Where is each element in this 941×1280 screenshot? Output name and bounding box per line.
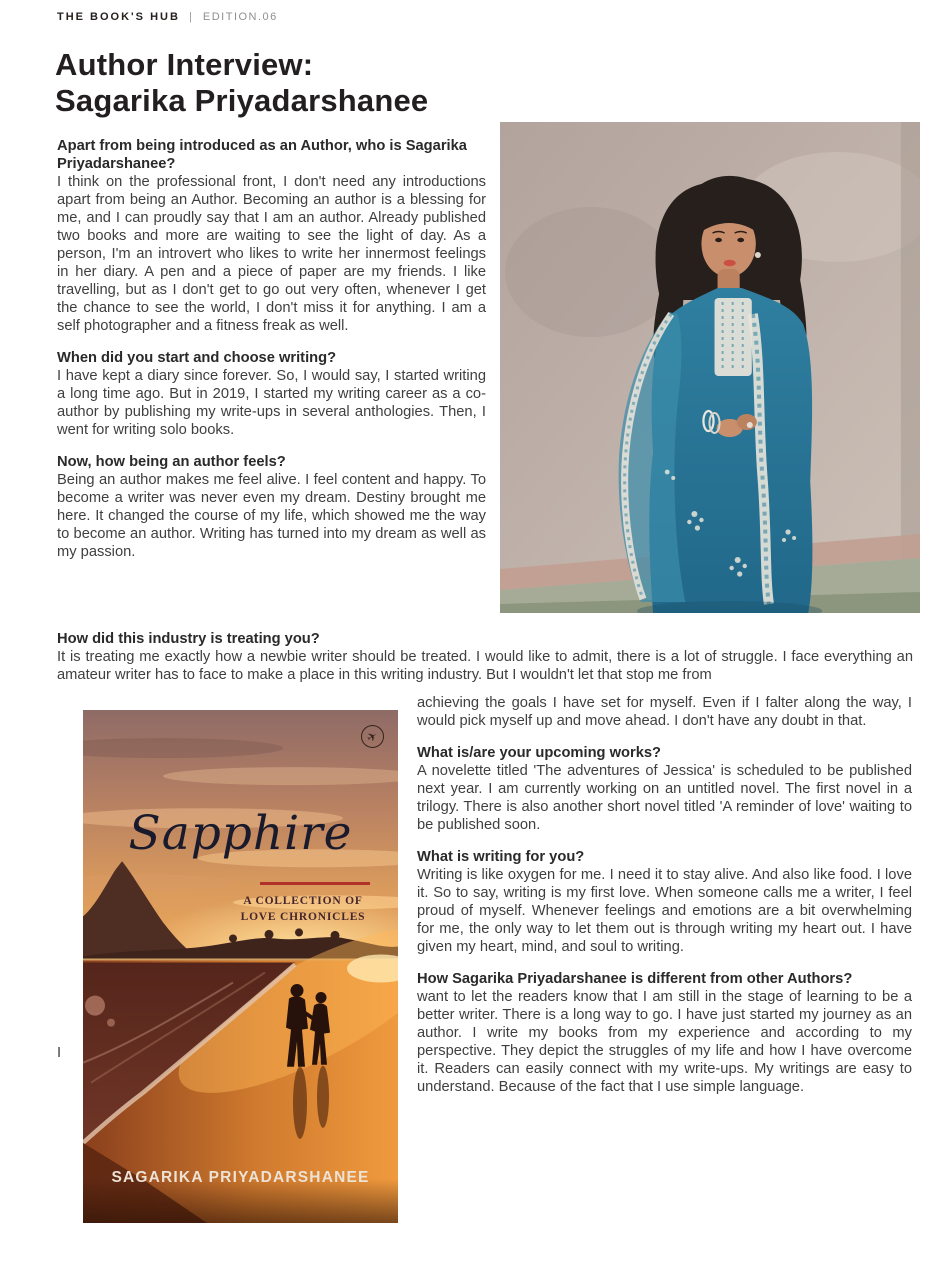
- masthead-separator: |: [188, 11, 194, 23]
- flying-bird-publisher-icon: ✈: [361, 725, 384, 748]
- qa-answer-continued: achieving the goals I have set for myself. Even if I falter along the way, I would pick myself up and move ahead. I don't have any doubt in that.: [417, 695, 912, 729]
- masthead-edition: EDITION.06: [202, 11, 278, 23]
- qa-question: How Sagarika Priyadarshanee is different from other Authors?: [417, 971, 853, 987]
- author-portrait-illustration: [500, 122, 920, 613]
- book-cover-artwork: [83, 710, 398, 1223]
- full-width-qa: [57, 630, 913, 684]
- book-title: Sapphire: [128, 806, 353, 861]
- qa-question: Now, how being an author feels?: [57, 454, 286, 470]
- page-title: [55, 47, 428, 119]
- left-column: [57, 137, 486, 561]
- qa-answer: I have kept a diary since forever. So, I would say, I started writing a long time ago. But in 2019, I started my writing career as a co-author by publishing my write-ups in several anthologies. Then, I went for writing solo books.: [57, 368, 486, 438]
- cover-red-rule: [260, 882, 370, 885]
- qa-answer: I think on the professional front, I don't need any introductions apart from being an Author. Becoming an author is a blessing for me, and I can proudly say that I am an author. Already published two books and more are waiting to see the light of day. As a person, I'm an introvert who likes to write her innermost feelings in her diary. A pen and a piece of paper are my friends. I like travelling, but as I don't get to go out very often, whenever I get the chance to see the world, I don't miss it for anything. I am a self photographer and a fitness freak as well.: [57, 174, 486, 334]
- masthead-brand: THE BOOK'S HUB: [57, 11, 180, 23]
- qa-question: When did you start and choose writing?: [57, 350, 337, 366]
- author-portrait-photo: [500, 122, 920, 613]
- qa-question: Apart from being introduced as an Author, who is Sagarika Priyadarshanee?: [57, 138, 467, 172]
- qa-answer: Being an author makes me feel alive. I feel content and happy. To become a writer was never even my dream. Destiny brought me here. It changed the course of my life, which showed me the way to become an author. Writing has turned into my dream as well as my passion.: [57, 472, 486, 560]
- qa-answer: A novelette titled 'The adventures of Jessica' is scheduled to be published next year. I am currently working on an untitled novel. The first novel in a trilogy. There is also another short novel titled 'A reminder of love' waiting to be published soon.: [417, 763, 912, 833]
- book-cover-sapphire: [83, 710, 398, 1223]
- page-title-line2: Sagarika Priyadarshanee: [55, 83, 429, 118]
- qa-question: What is/are your upcoming works?: [417, 745, 662, 761]
- qa-question: How did this industry is treating you?: [57, 631, 320, 647]
- page-title-line1: Author Interview:: [55, 47, 314, 82]
- qa-answer: It is treating me exactly how a newbie writer should be treated. I would like to admit, there is a lot of struggle. I face everything an amateur writer has to face to make a place in this writing industry. But I wouldn't let that stop me from: [57, 649, 913, 683]
- qa-question: What is writing for you?: [417, 849, 585, 865]
- book-author-name: SAGARIKA PRIYADARSHANEE: [111, 1169, 370, 1186]
- right-column: [417, 694, 912, 1096]
- qa-answer: want to let the readers know that I am still in the stage of learning to be a better writer. There is a long way to go. I have just started my journey as an author. I write my books from my experience and according to my perspective. They depict the struggles of my life and how I have overcome it. Readers can easily connect with my write-ups. My writings are easy to understand. Because of the fact that I use simple language.: [417, 989, 912, 1095]
- masthead: [57, 11, 278, 23]
- qa-answer: Writing is like oxygen for me. I need it to stay alive. And also like food. I love it. So to say, writing is my first love. When someone calls me a writer, I feel proud of myself. Whenever feelings and emotions are a bit overwhelming for me, the only way to let them out is through writing my heart out. I have given my heart, mind, and soul to writing.: [417, 867, 912, 955]
- stranded-letter: I: [57, 1045, 62, 1061]
- book-subtitle: A COLLECTION OF LOVE CHRONICLES: [240, 895, 366, 923]
